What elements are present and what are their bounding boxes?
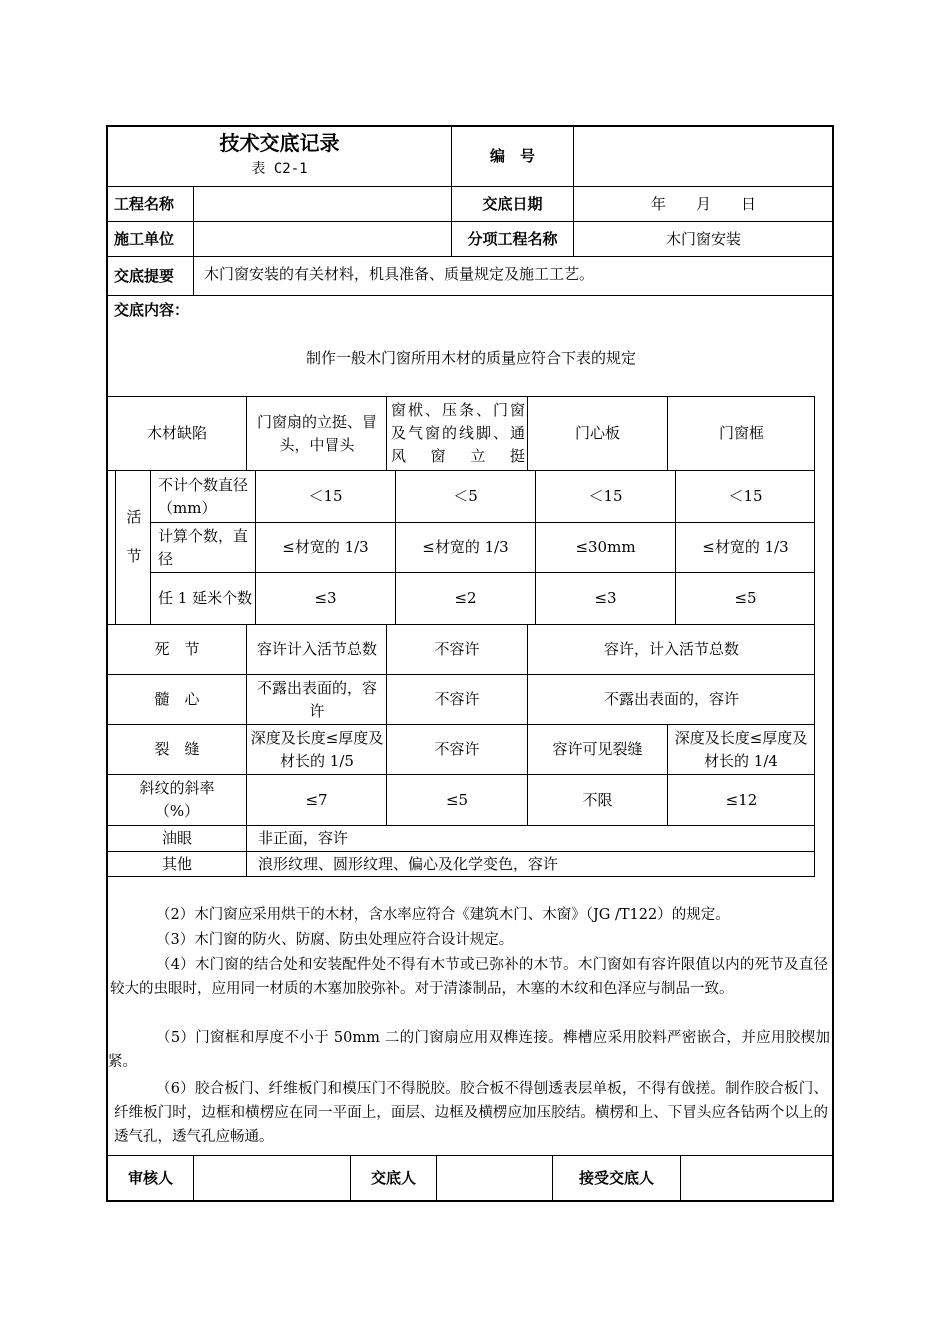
receiver-field[interactable] — [681, 1156, 833, 1201]
table-cell: 不露出表面的，容许 — [256, 678, 377, 720]
table-cell: 非正面，容许 — [258, 829, 349, 847]
paragraph: （4）木门窗的结合处和安装配件处不得有木节或已弥补的木节。木门窗如有容许限值以内的死节及直径较大的虫眼时，应用同一材质的木塞加胶弥补。对于清漆制品，木塞的木纹和色泽应与制品一致。 — [110, 957, 828, 997]
paragraph: （5）门窗框和厚度不小于 50mm 二的门窗扇应用双榫连接。榫槽应采用胶料严密嵌合，并应用胶楔加紧。 — [108, 1030, 830, 1070]
table-cell: ＜15 — [728, 487, 763, 505]
table-cell: ≤12 — [725, 790, 758, 809]
live-knot-row-label: 不计个数直径（mm） — [158, 475, 249, 517]
project-name-label: 工程名称 — [114, 194, 175, 213]
table-line — [246, 624, 247, 877]
table-caption: 制作一般木门窗所用木材的质量应符合下表的规定 — [305, 348, 636, 367]
other-label: 其他 — [161, 855, 192, 873]
summary-field[interactable]: 木门窗安装的有关材料，机具准备、质量规定及施工工艺。 — [204, 264, 595, 283]
live-knot-row-label: 任 1 延米个数 — [158, 589, 253, 607]
table-cell: ≤材宽的 1/3 — [422, 538, 509, 556]
table-cell: ≤3 — [314, 589, 337, 607]
summary-label: 交底提要 — [114, 266, 175, 285]
subitem-field[interactable]: 木门窗安装 — [665, 229, 741, 248]
table-cell: 不容许 — [434, 740, 480, 758]
table-line — [246, 396, 247, 470]
live-knot-row-label: 计算个数，直径 — [158, 526, 249, 568]
row-divider — [107, 295, 833, 296]
subitem-label: 分项工程名称 — [467, 229, 558, 248]
unit-label: 施工单位 — [114, 229, 175, 248]
table-cell: ＜15 — [308, 487, 343, 505]
col-header-sash: 门窗扇的立挺、冒头，中冒头 — [256, 412, 377, 454]
paragraph: （6）胶合板门、纤维板门和模压门不得脱胶。胶合板不得刨透表层单板，不得有戗搓。制作胶合板门、纤维板门时，边框和横楞应在同一平面上，面层、边框及横楞应加压胶结。横楞和上、下冒头应各钻两个以上的透气孔，透气孔应畅通。 — [114, 1081, 828, 1145]
pith-label: 髓 心 — [154, 690, 200, 708]
unit-field[interactable] — [194, 222, 451, 256]
dead-knot-label: 死 节 — [154, 640, 200, 658]
date-label: 交底日期 — [482, 194, 543, 213]
slope-label: 斜纹的斜率（%） — [139, 779, 215, 820]
page-title: 技术交底记录 — [219, 130, 340, 155]
table-cell: 深度及长度≤厚度及材长的 1/4 — [674, 728, 808, 770]
date-field[interactable]: 年 月 日 — [650, 194, 756, 213]
table-cell: 不限 — [582, 790, 613, 809]
discloser-field[interactable] — [437, 1156, 552, 1201]
number-field[interactable] — [574, 126, 833, 186]
crack-label: 裂 缝 — [154, 740, 200, 758]
number-label: 编 号 — [489, 146, 535, 165]
project-name-field[interactable] — [194, 187, 451, 221]
table-cell: ≤30mm — [575, 538, 636, 556]
receiver-label: 接受交底人 — [578, 1169, 654, 1187]
table-cell: ≤5 — [734, 589, 757, 607]
table-line — [150, 470, 151, 624]
col-header-panel: 门心板 — [574, 424, 620, 442]
table-line — [386, 396, 387, 470]
form-number: 表 C2-1 — [251, 160, 308, 177]
content-label: 交底内容： — [114, 300, 190, 319]
table-cell: 容许可见裂缝 — [552, 740, 643, 758]
table-cell: ＜5 — [453, 487, 478, 505]
reviewer-field[interactable] — [194, 1156, 350, 1201]
reviewer-label: 审核人 — [127, 1169, 173, 1187]
table-cell: ≤7 — [305, 790, 328, 809]
table-cell: 不容许 — [434, 640, 480, 658]
table-cell: 浪形纹理、圆形纹理、偏心及化学变色，容许 — [258, 855, 559, 873]
table-cell: ≤2 — [454, 589, 477, 607]
table-cell: 容许计入活节总数 — [256, 640, 377, 658]
table-cell: ≤材宽的 1/3 — [702, 538, 789, 556]
table-cell: 不容许 — [434, 690, 480, 708]
col-header-trim: 窗栿、压条、门窗及气窗的线脚、通风窗立挺 — [391, 401, 525, 465]
table-cell: ≤3 — [594, 589, 617, 607]
table-cell: ≤5 — [445, 790, 469, 809]
col-header-defect: 木材缺陷 — [146, 424, 207, 442]
live-knot-label: 活节 — [124, 508, 143, 587]
table-cell: ＜15 — [588, 487, 623, 505]
col-header-frame: 门窗框 — [718, 424, 764, 442]
oil-eye-label: 油眼 — [161, 829, 192, 847]
table-cell: 不露出表面的，容许 — [603, 690, 739, 708]
paragraph: （2）木门窗应采用烘干的木材，含水率应符合《建筑木门、木窗》（JG /T122）的规定。 — [156, 907, 730, 923]
table-cell: 容许，计入活节总数 — [603, 640, 739, 658]
discloser-label: 交底人 — [370, 1169, 416, 1187]
paragraph: （3）木门窗的防火、防腐、防虫处理应符合设计规定。 — [156, 932, 514, 948]
table-cell: 深度及长度≤厚度及材长的 1/5 — [250, 728, 384, 770]
table-cell: ≤材宽的 1/3 — [282, 538, 369, 556]
